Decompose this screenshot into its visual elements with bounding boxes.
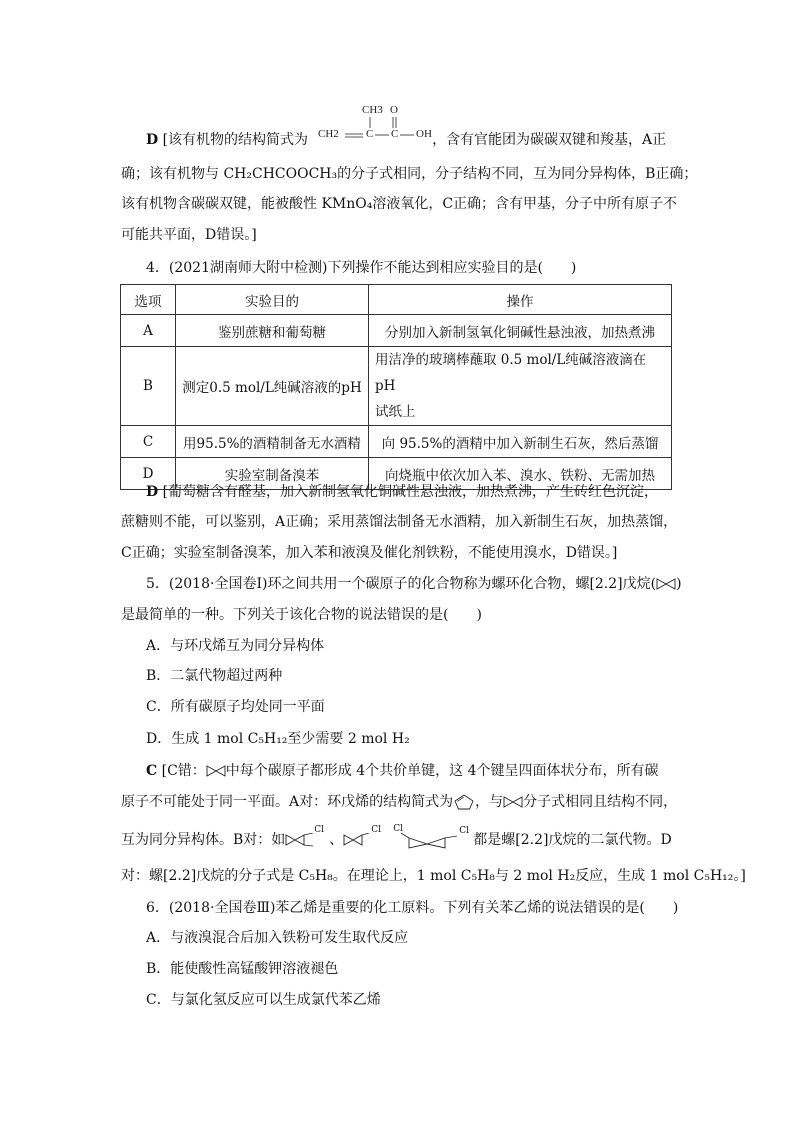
- chlorine-label: Cl: [371, 825, 382, 835]
- q5-answer-text-a: [C错：: [161, 763, 206, 779]
- q5-option-a: A．与环戊烯互为同分异构体: [146, 638, 325, 654]
- row-operation: 向烧瓶中依次加入苯、溴水、铁粉、无需加热: [369, 458, 672, 490]
- q5-answer-line-1: [146, 761, 659, 781]
- q5-option-d: D．生成 1 mol C₅H₁₂至少需要 2 mol H₂: [146, 731, 410, 747]
- q5-answer-text-d: ，与: [475, 794, 504, 810]
- q6-option-b: B．能使酸性高锰酸钾溶液褪色: [146, 961, 339, 977]
- spiropentane-icon: [503, 796, 523, 808]
- struct-ch2: CH2: [318, 128, 339, 140]
- q3-answer-letter: D: [146, 132, 159, 148]
- q5-stem-text-b: ): [676, 576, 682, 592]
- header-goal: 实验目的: [176, 285, 369, 315]
- cyclopentene-icon: [453, 793, 475, 811]
- dichloro-structure-2: [343, 825, 387, 850]
- q5-answer-letter: C: [146, 763, 158, 779]
- q5-stem-text-a: 5．(2018·全国卷Ⅰ)环之间共用一个碳原子的化合物称为螺环化合物，螺[2.2]戊烷(: [146, 576, 657, 592]
- q5-answer-line-3: [121, 824, 672, 851]
- row-option: D: [121, 458, 176, 490]
- q5-stem-line-2: 是最简单的一种。下列关于该化合物的说法错误的是( ): [121, 607, 482, 623]
- struct-ch3: CH3: [362, 104, 383, 116]
- q4-answer-letter: D: [146, 484, 159, 500]
- q3-answer-line-2: 确；该有机物与 CH₂CHCOOCH₃的分子式相同，分子结构不同，互为同分异构体，B正确；: [121, 166, 698, 182]
- row-goal: 鉴别蔗糖和葡萄糖: [176, 315, 369, 347]
- row-option: B: [121, 347, 176, 426]
- q5-answer-line-2: [121, 792, 677, 812]
- q5-option-c: C．所有碳原子均处同一平面: [146, 699, 325, 715]
- q5-answer-text-b: 中每个碳原子都形成 4个共价单键，这 4个键呈四面体状分布，所有碳: [225, 763, 659, 779]
- chlorine-label: Cl: [314, 825, 325, 835]
- q4-answer-line-2: 蔗糖则不能，可以鉴别，A正确；采用蒸馏法制备无水酒精，加入新制生石灰，加热蒸馏，: [121, 514, 678, 530]
- q5-option-b: B．二氯代物超过两种: [146, 668, 283, 684]
- q6-option-a: A．与液溴混合后加入铁粉可发生取代反应: [146, 930, 409, 946]
- q5-answer-text-g: 、: [329, 832, 344, 848]
- q4-answer-text: [葡萄糖含有醛基，加入新制氢氧化铜碱性悬浊液，加热煮沸，产生砖红色沉淀，: [162, 484, 659, 500]
- row-operation: 分别加入新制氢氧化铜碱性悬浊液，加热煮沸: [369, 315, 672, 347]
- q6-option-c: C．与氯化氢反应可以生成氯代苯乙烯: [146, 992, 381, 1008]
- row-operation: 向 95.5%的酒精中加入新制生石灰，然后蒸馏: [369, 426, 672, 458]
- table-header-row: [121, 285, 672, 315]
- table-row: [121, 347, 672, 426]
- q4-answer-line-3: C正确；实验室制备溴苯，加入苯和液溴及催化剂铁粉，不能使用溴水，D错误。]: [121, 545, 618, 561]
- q5-answer-text-h: 都是螺[2.2]戊烷的二氯代物。D: [473, 832, 672, 848]
- row-operation: [369, 347, 672, 426]
- q4-stem: 4．(2021湖南师大附中检测)下列操作不能达到相应实验目的是( ): [146, 260, 577, 276]
- q4-answer-line-1: [146, 482, 658, 502]
- spiropentane-icon: [656, 578, 676, 590]
- q5-answer-text-c: 原子不可能处于同一平面。A对：环戊烯的结构简式为: [121, 794, 454, 810]
- q5-answer-text-f: 互为同分异构体。B对：如: [121, 832, 286, 848]
- row-goal: 用95.5%的酒精制备无水酒精: [176, 426, 369, 458]
- chlorine-label: Cl: [393, 824, 404, 834]
- table-row: [121, 426, 672, 458]
- row-goal: 测定0.5 mol/L纯碱溶液的pH: [176, 347, 369, 426]
- q5-answer-line-4: 对：螺[2.2]戊烷的分子式是 C₅H₈。在理论上，1 mol C₅H₈与 2 mol H₂反应，生成 1 mol C₅H₁₂。]: [121, 868, 746, 884]
- row-goal: 实验室制备溴苯: [176, 458, 369, 490]
- q5-stem-line-1: [146, 574, 682, 594]
- struct-c2: C: [391, 128, 399, 140]
- q3-answer-text-b: ，含有官能团为碳碳双键和羧基，A正: [432, 132, 667, 148]
- dichloro-structure-1: [285, 825, 329, 850]
- row-operation-line-1: 用洁净的玻璃棒蘸取 0.5 mol/L纯碱溶液滴在 pH: [375, 352, 647, 394]
- experiment-table: [120, 284, 672, 490]
- header-operation: 操作: [369, 285, 672, 315]
- row-option: C: [121, 426, 176, 458]
- q6-stem: 6．(2018·全国卷Ⅲ)苯乙烯是重要的化工原料。下列有关苯乙烯的说法错误的是( ): [146, 900, 679, 916]
- q3-answer-line-3: 该有机物含碳碳双键，能被酸性 KMnO₄溶液氧化，C正确；含有甲基，分子中所有原子不: [121, 196, 678, 212]
- header-option: 选项: [121, 285, 176, 315]
- q3-answer-line-4: 可能共平面，D错误。]: [121, 227, 257, 243]
- dichloro-2-bonds: [343, 833, 387, 847]
- struct-o: O: [390, 104, 398, 116]
- spiropentane-icon: [206, 765, 226, 777]
- row-operation-line-2: 试纸上: [375, 404, 416, 420]
- q5-answer-text-e: 分子式相同且结构不同，: [523, 794, 678, 810]
- chlorine-label: Cl: [459, 826, 470, 836]
- struct-oh: OH: [416, 128, 432, 140]
- q3-answer-text-a: [该有机物的结构简式为: [162, 132, 309, 148]
- struct-c1: C: [366, 128, 374, 140]
- dichloro-structure-3: [387, 824, 473, 851]
- q3-answer-line-1: [146, 130, 666, 150]
- dichloro-1-bonds: [285, 833, 329, 847]
- table-row: [121, 315, 672, 347]
- row-option: A: [121, 315, 176, 347]
